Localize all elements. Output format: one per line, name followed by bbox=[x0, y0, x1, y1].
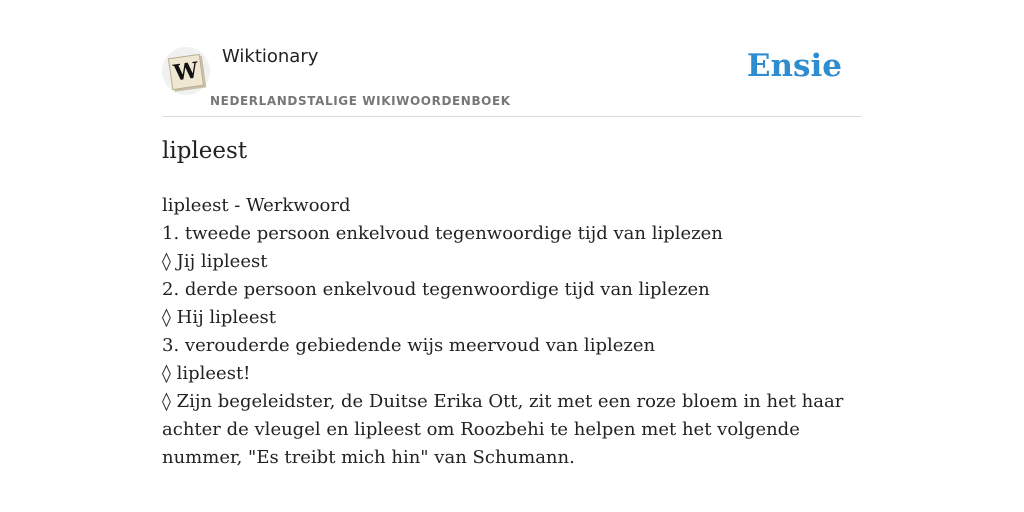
example-line: ◊ Jij lipleest bbox=[162, 251, 268, 272]
definition-line: 2. derde persoon enkelvoud tegenwoordige tijd van liplezen bbox=[162, 279, 710, 300]
site-name-link[interactable]: Wiktionary bbox=[222, 46, 319, 67]
entry-heading-line: lipleest - Werkwoord bbox=[162, 195, 351, 216]
example-line: ◊ lipleest! bbox=[162, 363, 251, 384]
example-line: ◊ Hij lipleest bbox=[162, 307, 276, 328]
ensie-brand-link[interactable]: Ensie bbox=[746, 48, 842, 84]
entry-content bbox=[162, 192, 862, 472]
wiktionary-logo-icon[interactable] bbox=[162, 47, 210, 95]
logo-tile: W bbox=[168, 54, 204, 90]
entry-title: lipleest bbox=[162, 138, 248, 164]
site-header bbox=[162, 40, 862, 117]
definition-line: 3. verouderde gebiedende wijs meervoud van liplezen bbox=[162, 335, 656, 356]
example-paragraph: ◊ Zijn begeleidster, de Duitse Erika Ott, zit met een roze bloem in het haar achter de vleugel en lipleest om Roozbehi te helpen met het volgende nummer, "Es treibt mich hin" van Schumann. bbox=[162, 391, 844, 468]
definition-line: 1. tweede persoon enkelvoud tegenwoordige tijd van liplezen bbox=[162, 223, 723, 244]
site-subtitle: NEDERLANDSTALIGE WIKIWOORDENBOEK bbox=[210, 94, 511, 108]
